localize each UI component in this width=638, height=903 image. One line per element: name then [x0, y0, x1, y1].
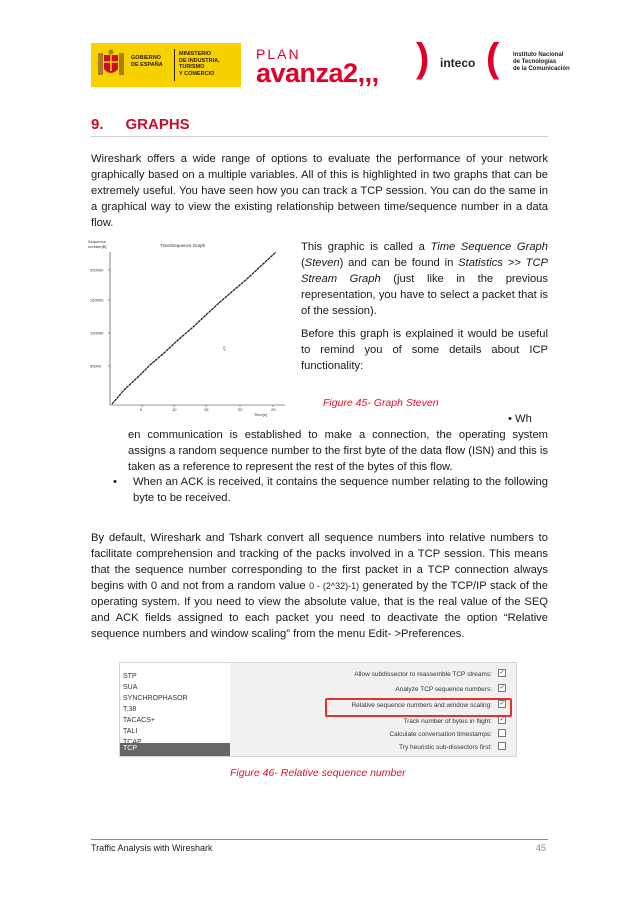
graph-description-paragraph: This graphic is called a Time Sequence Graph (Steven) and can be found in Statistics >> TCP Stream Graph (just like in the previous representation, you have to select a packet that is of the session).	[301, 241, 549, 317]
footer-title: Traffic Analysis with Wireshark	[91, 843, 213, 853]
relative-numbers-paragraph: By default, Wireshark and Tshark convert all sequence numbers into relative numbers to facilitate comprehension and tracking of the packs involved in a TCP session. This means that the sequence number corresponding to the first packet in a TCP connection always begins with 0 and not from a random value 0 - (2^32)-1) generated by the TCP/IP stack of the operating system. If you need to view the absolute value, that is the real value of the SEQ and ACK fields assigned to each packet you need to deactivate the option “Relative sequence numbers and window scaling” from the menu Edit- >Preferences.	[91, 532, 548, 640]
option-checkbox[interactable]: ✓	[499, 701, 505, 708]
gobierno-text: GOBIERNO DE ESPAÑA	[131, 55, 163, 68]
gobierno-logo	[91, 43, 241, 87]
graph-background	[88, 238, 293, 418]
option-checkbox[interactable]	[498, 742, 506, 750]
bullet-1-start: • Wh	[508, 413, 532, 425]
graph-y-tick-label: 150000	[90, 297, 104, 303]
coat-of-arms-icon	[97, 49, 125, 81]
protocol-item[interactable]: TACACS+	[123, 717, 155, 724]
page-number: 45	[536, 843, 547, 853]
graph-ylabel-line1: Sequence	[88, 239, 107, 244]
protocol-item[interactable]: TALI	[123, 728, 138, 735]
graph-y-tick-label: 50000	[90, 363, 102, 369]
protocol-item[interactable]: SYNCHROPHASOR	[123, 695, 188, 702]
protocol-list	[120, 663, 230, 756]
section-title: GRAPHS	[125, 116, 190, 133]
ministerio-text: MINISTERIO DE INDUSTRIA, TURISMO Y COMERCIO	[179, 51, 220, 77]
section-heading	[91, 116, 190, 133]
protocol-item[interactable]: STP	[123, 673, 137, 680]
option-analyze-seq: Analyze TCP sequence numbers: ✓	[395, 685, 505, 693]
section-number: 9.	[91, 116, 104, 133]
graph-title: Time/Sequence Graph	[160, 243, 206, 248]
heading-divider	[91, 136, 548, 137]
graph-x-tick-label: 25	[271, 407, 276, 412]
avanza-logo-word: avanza2,,,	[256, 58, 379, 88]
option-relative-seq: Relative sequence numbers and window scaling: ✓	[351, 701, 505, 709]
graph-x-tick-label: 5	[140, 407, 143, 412]
protocol-item[interactable]: T.38	[123, 706, 137, 713]
graph-xlabel: Time[s]	[254, 412, 267, 417]
option-heuristic: Try heuristic sub-dissectors first:	[399, 742, 506, 753]
bullet-1-text: en communication is established to make a connection, the operating system assigns a random sequence number to the first byte of the data flow (ISN) and this is taken as a reference to represent the rest of the bytes of this flow.	[128, 429, 548, 473]
instituto-text: Instituto Nacional de Tecnologías de la Comunicación	[513, 52, 570, 72]
option-checkbox[interactable]	[498, 729, 506, 737]
instituto-bracket-icon: (	[486, 36, 500, 80]
graph-ylabel-line2: number[B]	[88, 244, 107, 249]
protocol-item-selected[interactable]: TCP	[120, 743, 230, 756]
inteco-bracket-icon: )	[416, 36, 430, 80]
graph-y-tick-label: 200000	[90, 267, 104, 273]
option-checkbox[interactable]: ✓	[499, 685, 505, 692]
graph-x-tick-label: 20	[238, 407, 243, 412]
option-reassemble: Allow subdissector to reassemble TCP streams: ✓	[354, 670, 505, 678]
graph-x-tick-label: 15	[204, 407, 209, 412]
graph-x-tick-label: 10	[172, 407, 177, 412]
logo-divider	[174, 49, 175, 81]
graph-y-tick-label: 100000	[90, 330, 104, 336]
option-checkbox[interactable]: ✓	[499, 717, 505, 724]
intro-paragraph: Wireshark offers a wide range of options to evaluate the performance of your network graphically based on a multiple variables. All of this is highlighted in two graphs that can be extremely useful. You have seen how you can track a TCP session. You can do the same in a graphical way to view the existing relationship between time/sequence number in a data flow.	[91, 153, 548, 229]
figure-45-caption: Figure 45- Graph Steven	[323, 397, 439, 409]
bullet-2-text: When an ACK is received, it contains the sequence number relating to the following byte to be received.	[133, 476, 548, 504]
option-timestamps: Calculate conversation timestamps:	[389, 729, 506, 740]
bullet-2-dot: •	[113, 476, 117, 488]
option-checkbox[interactable]: ✓	[499, 670, 505, 677]
footer-divider	[91, 839, 548, 840]
figure-46-caption: Figure 46- Relative sequence number	[230, 767, 406, 779]
plan-logo-word: PLAN	[256, 46, 301, 62]
option-bytes-in-flight: Track number of bytes in flight: ✓	[403, 717, 505, 725]
time-sequence-graph	[88, 238, 293, 418]
icp-intro-paragraph: Before this graph is explained it would be useful to remind you of some details about ICP functionality:	[301, 328, 548, 372]
relative-seq-highlight	[325, 698, 512, 717]
tcp-preferences-screenshot	[119, 662, 517, 757]
inteco-logo-word: inteco	[440, 56, 476, 70]
protocol-item[interactable]: SUA	[123, 684, 138, 691]
graph-marker-label: 47	[221, 345, 228, 352]
